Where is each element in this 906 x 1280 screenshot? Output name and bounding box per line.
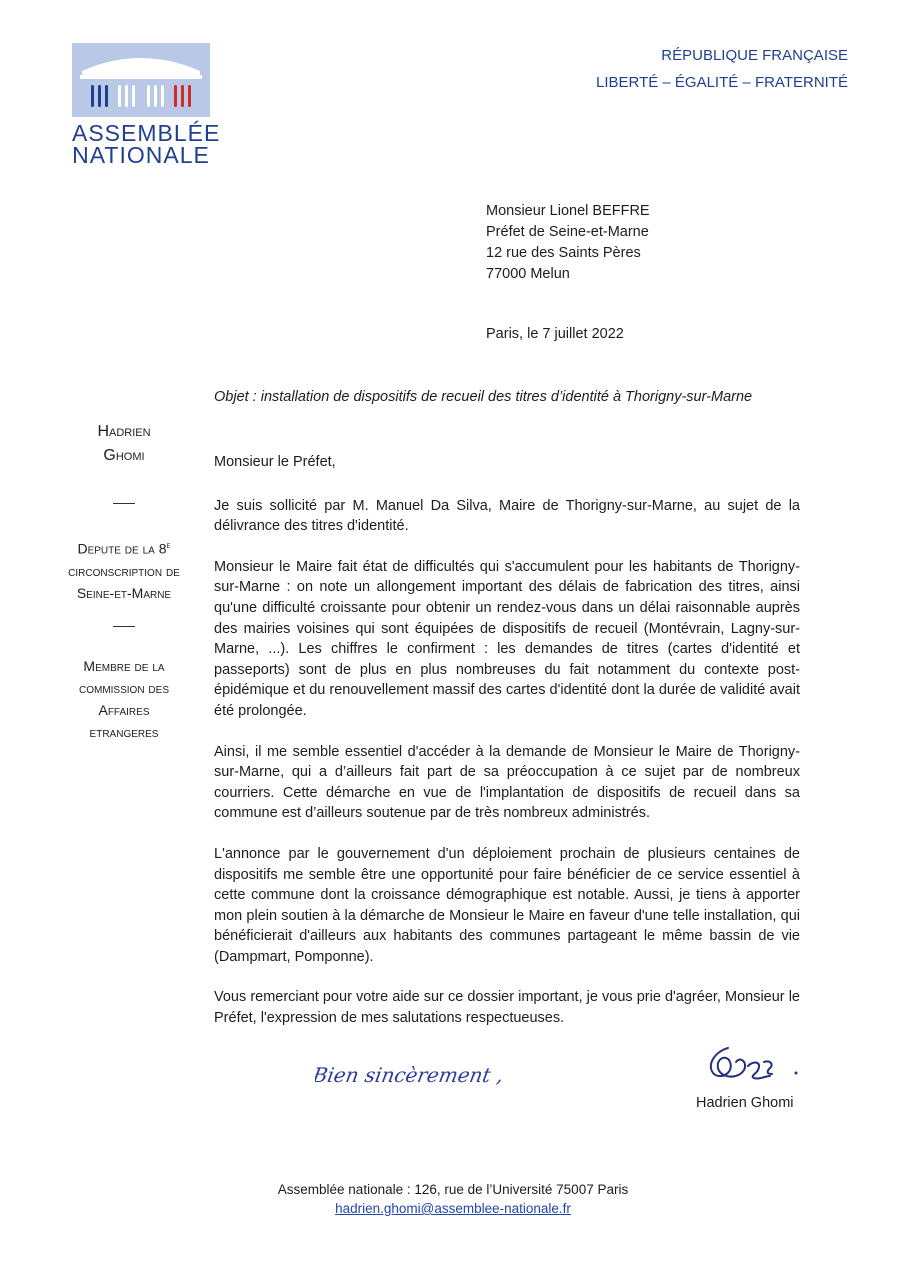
republique-header (596, 42, 848, 96)
signer-name: Hadrien Ghomi (696, 1095, 794, 1111)
sender-commission (52, 655, 196, 743)
devise: LIBERTÉ – ÉGALITÉ – FRATERNITÉ (595, 74, 848, 91)
sender-first-name: Hadrien (97, 423, 151, 440)
sender-last-name: Ghomi (103, 447, 145, 464)
republique-francaise: RÉPUBLIQUE FRANÇAISE (661, 47, 848, 64)
signature-scribble (700, 1040, 810, 1090)
role-line-2: circonscription de (68, 562, 180, 579)
paragraph-5: Vous remerciant pour votre aide sur ce dossier important, je vous prie d'agréer, Monsieur le Préfet, l'expression de mes salutations respectueuses. (214, 989, 800, 1027)
addressee-name: Monsieur Lionel BEFFRE (486, 203, 650, 219)
letter-date: Paris, le 7 juillet 2022 (486, 326, 624, 342)
addressee-street: 12 rue des Saints Pères (486, 245, 641, 261)
signature (700, 1040, 810, 1095)
handwritten-closing-text: Bien sincèrement , (315, 1063, 505, 1087)
handwritten-closing (315, 1052, 505, 1103)
member-line-1: Membre de la (83, 657, 165, 674)
footer (0, 1180, 906, 1218)
addressee-block (486, 201, 650, 285)
member-line-4: etrangeres (89, 723, 159, 740)
logo-line-1: ASSEMBLÉE (72, 120, 221, 146)
sender-role (52, 534, 196, 604)
paragraph-3: Ainsi, il me semble essentiel d'accéder à la demande de Monsieur le Maire de Thorigny-sur-Marne, qui a d’ailleurs fait part de sa préoccupation à ce sujet par de nombreux courriers. Cette démarche en vue de l'implantation de dispositifs de recueil dans sa commune est d’ailleurs soutenue par de très nombreux administrés. (214, 743, 800, 822)
role-superscript: e (166, 540, 171, 550)
logo-line-2: NATIONALE (72, 142, 210, 168)
addressee-city: 77000 Melun (486, 266, 570, 282)
role-prefix: Depute de la 8 (77, 540, 167, 557)
member-line-3: Affaires (98, 701, 150, 718)
footer-email-link[interactable]: hadrien.ghomi@assemblee-nationale.fr (335, 1201, 571, 1216)
role-line-3: Seine-et-Marne (76, 584, 172, 601)
addressee-title: Préfet de Seine-et-Marne (486, 224, 649, 240)
sidebar-divider (113, 626, 135, 627)
letter-subject: Objet : installation de dispositifs de recueil des titres d’identité à Thorigny-sur-Marne (214, 389, 753, 405)
sender-sidebar (52, 420, 196, 743)
member-line-2: commission des (78, 679, 169, 696)
letter-body (214, 452, 800, 1049)
handwritten-closing-drawing (315, 1052, 505, 1098)
paragraph-1: Je suis sollicité par M. Manuel Da Silva, Maire de Thorigny-sur-Marne, au sujet de la délivrance des titres d'identité. (214, 497, 800, 535)
sidebar-divider (113, 503, 135, 504)
paragraph-2: Monsieur le Maire fait état de difficultés qui s'accumulent pour les habitants de Thorigny-sur-Marne : on note un allongement important des délais de fabrication des titres, ainsi qu'une difficulté croissante pour obtenir un rendez-vous dans un délai raisonnable auprès des mairies voisines qui sont équipées de dispositifs de recueil (Montévrain, Lagny-sur-Marne, ...). Les chiffres le confirment : les demandes de titres (cartes d'identité et passeports) sont de plus en plus nombreuses du fait notamment du contexte post-épidémique et du renouvellement massif des cartes d'identité dont la durée de validité avait été prolongée. (214, 558, 800, 719)
assemblee-nationale-logo (72, 43, 221, 168)
salutation: Monsieur le Préfet, (214, 454, 336, 470)
paragraph-4: L'annonce par le gouvernement d'un déploiement prochain de plusieurs centaines de dispositifs me semble être une opportunité pour faire bénéficier de ce service essentiel à cette commune dont la croissance démographique est notable. Aussi, je tiens à apporter mon plein soutien à la démarche de Monsieur le Maire en faveur d'une telle installation, qui bénéficierait d'ailleurs aux habitants des communes partageant le même bassin de vie (Dampmart, Pomponne). (214, 845, 800, 965)
footer-address: Assemblée nationale : 126, rue de l’Université 75007 Paris (277, 1182, 629, 1197)
